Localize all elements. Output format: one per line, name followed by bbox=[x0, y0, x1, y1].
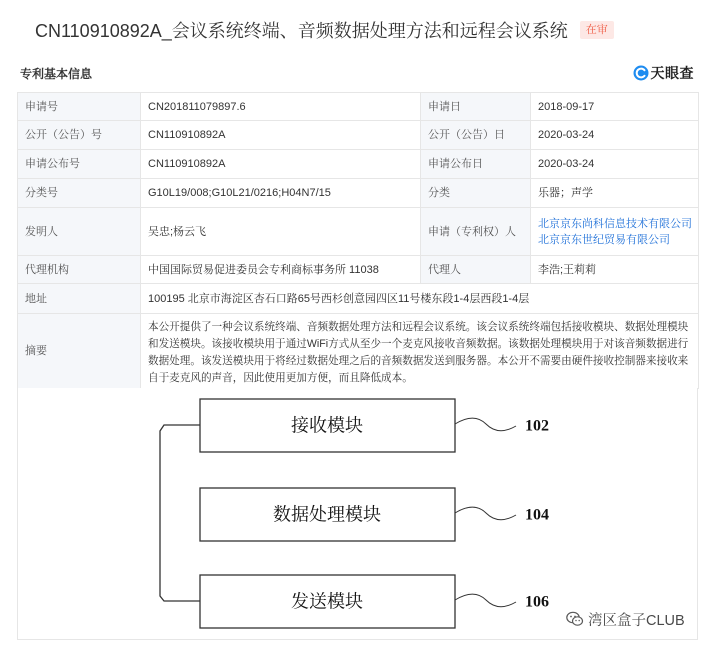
info-row bbox=[18, 121, 699, 150]
module-label-receive: 接收模块 bbox=[291, 415, 363, 437]
info-row bbox=[18, 208, 699, 256]
classification-value: 乐器；声学 bbox=[531, 179, 699, 208]
leader-line-104 bbox=[455, 507, 516, 520]
abstract-label: 摘要 bbox=[18, 314, 141, 389]
wechat-icon-bubble-small bbox=[573, 617, 583, 625]
agency-value: 中国国际贸易促进委员会专利商标事务所 11038 bbox=[141, 256, 421, 284]
agency-label: 代理机构 bbox=[18, 256, 141, 284]
logo-text: 天眼查 bbox=[650, 65, 694, 81]
leader-line-106 bbox=[455, 594, 516, 607]
application-publication-number-label: 申请公布号 bbox=[18, 150, 141, 179]
tianyancha-logo-icon bbox=[633, 65, 649, 81]
wechat-icon-eye bbox=[578, 620, 580, 622]
leader-line-102 bbox=[455, 418, 516, 431]
status-badge: 在审 bbox=[580, 21, 614, 39]
reference-number-106: 106 bbox=[525, 593, 549, 611]
publication-number-value: CN110910892A bbox=[141, 121, 421, 150]
inventors-label: 发明人 bbox=[18, 208, 141, 256]
patent-info-table bbox=[17, 92, 699, 389]
section-header bbox=[17, 62, 698, 84]
info-row bbox=[18, 314, 699, 389]
abstract-value-cell bbox=[141, 314, 699, 389]
agent-value: 李浩;王莉莉 bbox=[531, 256, 699, 284]
info-row bbox=[18, 179, 699, 208]
applicants-label: 申请（专利权）人 bbox=[421, 208, 531, 256]
publication-number-label: 公开（公告）号 bbox=[18, 121, 141, 150]
agent-label: 代理人 bbox=[421, 256, 531, 284]
module-label-send: 发送模块 bbox=[291, 591, 363, 613]
address-value: 100195 北京市海淀区杏石口路65号西杉创意园四区11号楼东段1-4层西段1-4层 bbox=[141, 284, 699, 314]
module-label-data-processing: 数据处理模块 bbox=[273, 504, 381, 526]
title-row bbox=[35, 17, 614, 43]
abstract-text: 本公开提供了一种会议系统终端、音频数据处理方法和远程会议系统。该会议系统终端包括接收模块、数据处理模块和发送模块。该接收模块用于通过WiFi方式从至少一个麦克风接收音频数据。该数据处理模块用于对该音频数据进行数据处理。该发送模块用于将经过数据处理之后的音频数据发送到服务器。本公开不需要由硬件接收控制器来接收来自于麦克风的声音，因此使用更加方便，而且降低成本。 bbox=[148, 321, 689, 384]
inventors-value: 吴忠;杨云飞 bbox=[141, 208, 421, 256]
patent-title: CN110910892A_会议系统终端、音频数据处理方法和远程会议系统 bbox=[35, 21, 568, 41]
module-diagram bbox=[18, 388, 697, 639]
wechat-icon-eye bbox=[575, 620, 577, 622]
info-row bbox=[18, 256, 699, 284]
tianyancha-logo bbox=[633, 63, 695, 83]
application-date-label: 申请日 bbox=[421, 93, 531, 121]
address-label: 地址 bbox=[18, 284, 141, 314]
info-row bbox=[18, 150, 699, 179]
watermark bbox=[566, 609, 685, 629]
application-publication-date-value: 2020-03-24 bbox=[531, 150, 699, 179]
classification-code-label: 分类号 bbox=[18, 179, 141, 208]
section-title: 专利基本信息 bbox=[20, 66, 93, 81]
application-publication-number-value: CN110910892A bbox=[141, 150, 421, 179]
wechat-icon-eye bbox=[570, 616, 572, 618]
application-number-value: CN201811079897.6 bbox=[141, 93, 421, 121]
reference-number-102: 102 bbox=[525, 417, 549, 435]
applicant-link[interactable]: 北京京东世纪贸易有限公司 bbox=[538, 233, 670, 246]
table-body bbox=[18, 93, 699, 389]
applicant-link[interactable]: 北京京东尚科信息技术有限公司 bbox=[538, 217, 692, 230]
info-row bbox=[18, 93, 699, 121]
patent-figure bbox=[17, 388, 698, 640]
publication-date-value: 2020-03-24 bbox=[531, 121, 699, 150]
wechat-icon bbox=[566, 611, 584, 627]
reference-number-104: 104 bbox=[525, 506, 549, 524]
applicants-value bbox=[531, 208, 699, 256]
publication-date-label: 公开（公告）日 bbox=[421, 121, 531, 150]
application-number-label: 申请号 bbox=[18, 93, 141, 121]
classification-label: 分类 bbox=[421, 179, 531, 208]
application-publication-date-label: 申请公布日 bbox=[421, 150, 531, 179]
application-date-value: 2018-09-17 bbox=[531, 93, 699, 121]
bracket-connector bbox=[160, 425, 200, 601]
classification-code-value: G10L19/008;G10L21/0216;H04N7/15 bbox=[141, 179, 421, 208]
watermark-text: 湾区盒子CLUB bbox=[588, 612, 685, 629]
info-row bbox=[18, 284, 699, 314]
wechat-icon-eye bbox=[574, 616, 576, 618]
